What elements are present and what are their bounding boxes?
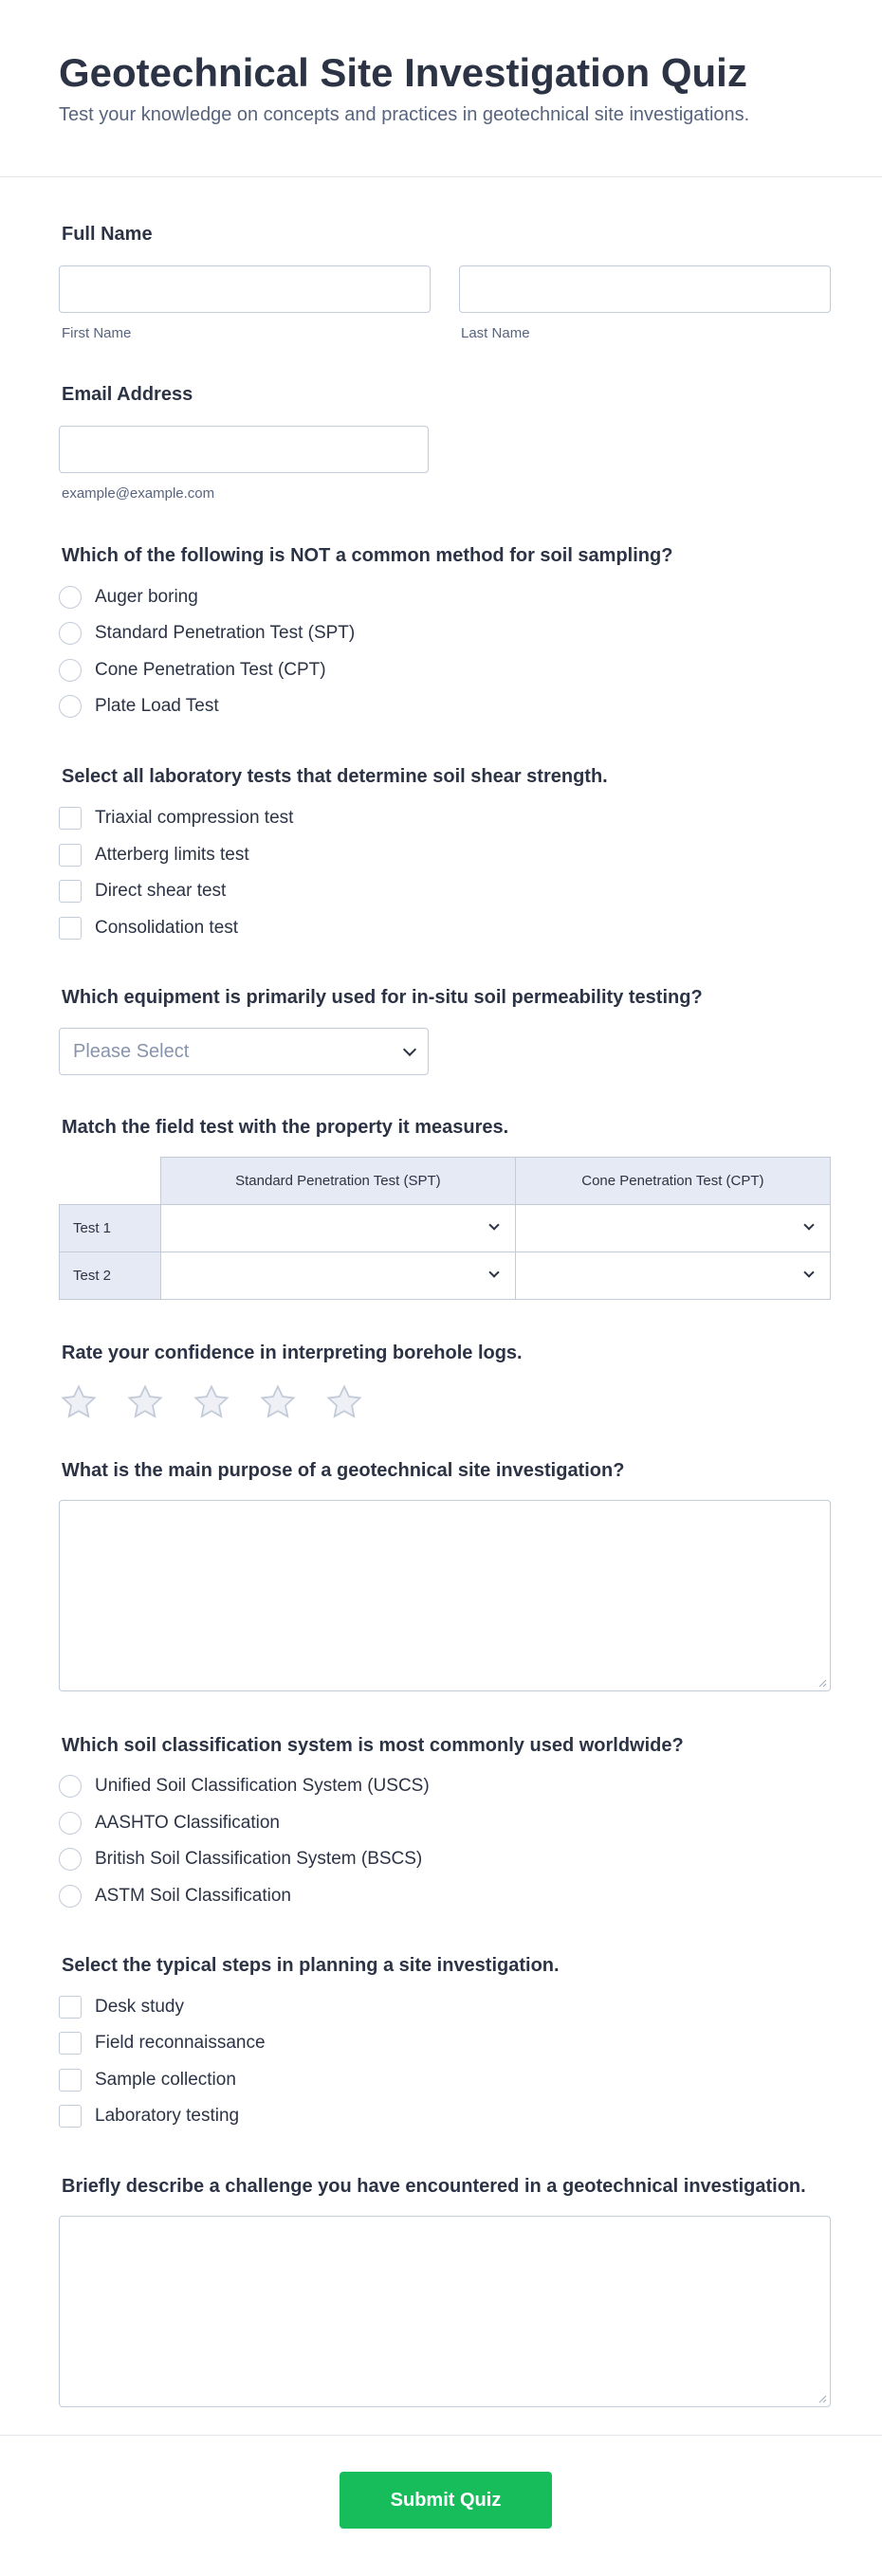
option-label: Cone Penetration Test (CPT)	[95, 660, 326, 680]
form-title: Geotechnical Site Investigation Quiz	[59, 50, 747, 95]
option-label: Atterberg limits test	[95, 845, 249, 865]
q-match-label: Match the field test with the property it measures.	[62, 1117, 509, 1138]
chevron-down-icon	[403, 1042, 416, 1055]
chevron-down-icon	[803, 1219, 814, 1230]
star-icon[interactable]	[125, 1382, 165, 1422]
resize-grip-icon[interactable]	[818, 1678, 827, 1688]
form-subtitle: Test your knowledge on concepts and practices in geotechnical site investigations.	[59, 104, 750, 125]
chevron-down-icon	[488, 1219, 499, 1230]
star-icon[interactable]	[192, 1382, 231, 1422]
option-label: British Soil Classification System (BSCS)	[95, 1849, 423, 1869]
option-label: Laboratory testing	[95, 2106, 240, 2126]
radio-button[interactable]	[59, 695, 82, 718]
radio-button[interactable]	[59, 1812, 82, 1835]
star-rating	[59, 1382, 391, 1422]
option-label: AASHTO Classification	[95, 1813, 280, 1833]
q-classification-label: Which soil classification system is most commonly used worldwide?	[62, 1735, 684, 1756]
radio-button[interactable]	[59, 1885, 82, 1908]
checkbox[interactable]	[59, 880, 82, 903]
radio-button[interactable]	[59, 1775, 82, 1798]
select-placeholder: Please Select	[73, 1040, 190, 1062]
option-label: Auger boring	[95, 587, 198, 607]
checkbox[interactable]	[59, 844, 82, 867]
radio-option[interactable]	[59, 695, 219, 718]
challenge-textarea[interactable]	[59, 2216, 831, 2407]
last-name-input[interactable]	[459, 265, 831, 313]
option-label: Plate Load Test	[95, 696, 219, 716]
last-name-sublabel: Last Name	[461, 325, 530, 341]
equipment-select[interactable]	[59, 1028, 429, 1075]
matrix-cell-dropdown[interactable]	[161, 1252, 516, 1300]
option-label: Unified Soil Classification System (USCS)	[95, 1776, 430, 1796]
option-label: Direct shear test	[95, 881, 227, 901]
option-label: Standard Penetration Test (SPT)	[95, 623, 356, 643]
radio-button[interactable]	[59, 586, 82, 609]
resize-grip-icon[interactable]	[818, 2394, 827, 2403]
checkbox[interactable]	[59, 2105, 82, 2128]
option-label: Sample collection	[95, 2070, 236, 2090]
first-name-sublabel: First Name	[62, 325, 132, 341]
matrix-cell-dropdown[interactable]	[515, 1205, 830, 1252]
option-label: Triaxial compression test	[95, 808, 294, 828]
checkbox[interactable]	[59, 2032, 82, 2055]
submit-button[interactable]: Submit Quiz	[340, 2472, 552, 2529]
match-matrix	[59, 1157, 831, 1300]
matrix-column-header: Cone Penetration Test (CPT)	[515, 1158, 830, 1205]
radio-option[interactable]	[59, 1812, 280, 1835]
full-name-label: Full Name	[62, 224, 153, 245]
q-purpose-label: What is the main purpose of a geotechnical site investigation?	[62, 1460, 625, 1481]
star-icon[interactable]	[59, 1382, 99, 1422]
checkbox-option[interactable]	[59, 2032, 266, 2055]
checkbox-option[interactable]	[59, 917, 238, 940]
matrix-cell-dropdown[interactable]	[161, 1205, 516, 1252]
matrix-corner	[60, 1158, 161, 1205]
radio-option[interactable]	[59, 586, 198, 609]
checkbox-option[interactable]	[59, 844, 249, 867]
radio-button[interactable]	[59, 1848, 82, 1871]
form-footer	[0, 2435, 882, 2576]
radio-option[interactable]	[59, 622, 355, 645]
option-label: Desk study	[95, 1997, 184, 2017]
checkbox[interactable]	[59, 2069, 82, 2092]
checkbox-option[interactable]	[59, 2069, 236, 2092]
email-label: Email Address	[62, 384, 193, 405]
option-label: ASTM Soil Classification	[95, 1886, 291, 1906]
radio-button[interactable]	[59, 659, 82, 682]
checkbox-option[interactable]	[59, 2105, 239, 2128]
radio-option[interactable]	[59, 659, 326, 682]
q-equipment-label: Which equipment is primarily used for in-situ soil permeability testing?	[62, 987, 703, 1008]
radio-option[interactable]	[59, 1848, 422, 1871]
radio-button[interactable]	[59, 622, 82, 645]
option-label: Consolidation test	[95, 918, 239, 938]
option-label: Field reconnaissance	[95, 2033, 266, 2053]
q-shear-label: Select all laboratory tests that determine soil shear strength.	[62, 766, 608, 787]
star-icon[interactable]	[324, 1382, 364, 1422]
first-name-input[interactable]	[59, 265, 431, 313]
chevron-down-icon	[488, 1267, 499, 1277]
checkbox-option[interactable]	[59, 1996, 184, 2019]
checkbox-option[interactable]	[59, 807, 293, 830]
form-header	[0, 0, 882, 177]
matrix-cell-dropdown[interactable]	[515, 1252, 830, 1300]
q-steps-label: Select the typical steps in planning a site investigation.	[62, 1955, 560, 1976]
q-challenge-label: Briefly describe a challenge you have encountered in a geotechnical investigation.	[62, 2176, 806, 2197]
q-rating-label: Rate your confidence in interpreting borehole logs.	[62, 1343, 523, 1363]
chevron-down-icon	[803, 1267, 814, 1277]
radio-option[interactable]	[59, 1775, 430, 1798]
matrix-column-header: Standard Penetration Test (SPT)	[161, 1158, 516, 1205]
email-input[interactable]	[59, 426, 429, 473]
q-sampling-label: Which of the following is NOT a common method for soil sampling?	[62, 545, 673, 566]
checkbox[interactable]	[59, 1996, 82, 2019]
star-icon[interactable]	[258, 1382, 298, 1422]
checkbox-option[interactable]	[59, 880, 226, 903]
purpose-textarea[interactable]	[59, 1500, 831, 1691]
checkbox[interactable]	[59, 917, 82, 940]
matrix-row-label: Test 1	[60, 1205, 161, 1252]
email-sublabel: example@example.com	[62, 485, 215, 502]
matrix-row-label: Test 2	[60, 1252, 161, 1300]
checkbox[interactable]	[59, 807, 82, 830]
radio-option[interactable]	[59, 1885, 291, 1908]
